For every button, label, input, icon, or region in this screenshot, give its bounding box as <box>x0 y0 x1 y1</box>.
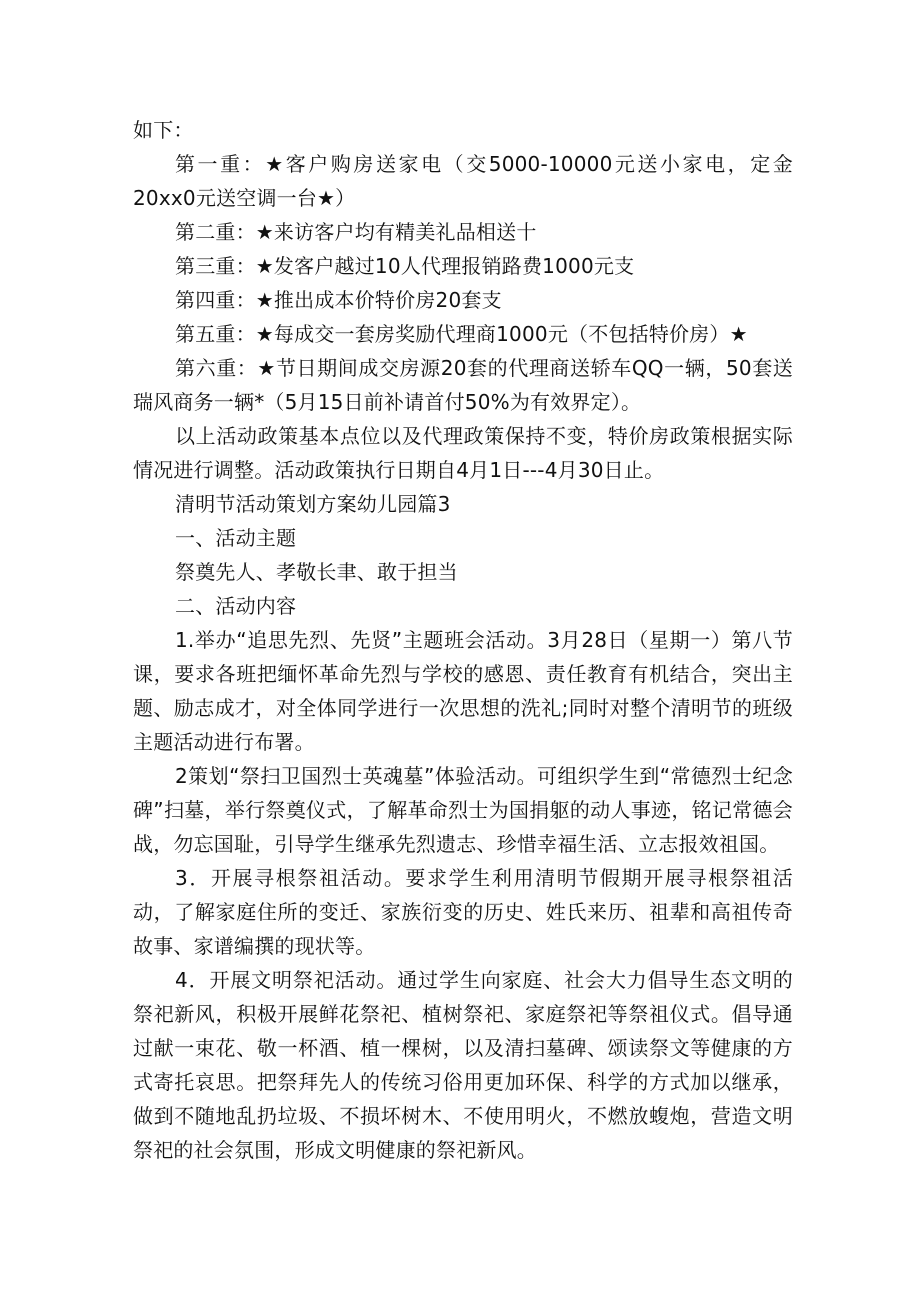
activity-item-1: 1.举办“追思先烈、先贤”主题班会活动。3月28日（星期一）第八节课，要求各班把缅怀革命先烈与学校的感恩、责任教育有机结合，突出主题、励志成才，对全体同学进行一次思想的洗礼;同时对整个清明节的班级主题活动进行布署。 <box>133 628 793 754</box>
promo-tier-3: 第三重：★发客户越过10人代理报销路费1000元支 <box>175 254 635 278</box>
promo-tier-5: 第五重：★每成交一套房奖励代理商1000元（不包括特价房）★ <box>175 322 748 346</box>
activity-item-3: 3．开展寻根祭祖活动。要求学生利用清明节假期开展寻根祭祖活动，了解家庭住所的变迁、家族衍变的历史、姓氏来历、祖辈和高祖传奇故事、家谱编撰的现状等。 <box>133 866 793 958</box>
promo-tier-6: 第六重：★节日期间成交房源20套的代理商送轿车QQ一辆，50套送瑞风商务一辆*（5月15日前补请首付50%为有效界定）。 <box>133 356 793 414</box>
promo-tier-1: 第一重：★客户购房送家电（交5000-10000元送小家电，定金20xx0元送空调一台★） <box>133 152 793 210</box>
section-title: 清明节活动策划方案幼儿园篇3 <box>175 492 451 516</box>
policy-note: 以上活动政策基本点位以及代理政策保持不变，特价房政策根据实际情况进行调整。活动政策执行日期自4月1日---4月30日止。 <box>133 424 793 482</box>
heading-theme: 一、活动主题 <box>175 526 297 550</box>
promo-tier-2: 第二重：★来访客户均有精美礼品相送十 <box>175 220 537 244</box>
theme-text: 祭奠先人、孝敬长聿、敢于担当 <box>175 560 458 584</box>
activity-item-2: 2策划“祭扫卫国烈士英魂墓”体验活动。可组织学生到“常德烈士纪念碑”扫墓，举行祭奠仪式，了解革命烈士为国捐躯的动人事迹，铭记常德会战，勿忘国耻，引导学生继承先烈遗志、珍惜幸福生活、立志报效祖国。 <box>133 764 793 856</box>
document-body <box>133 113 793 1167</box>
activity-item-4: 4．开展文明祭祀活动。通过学生向家庭、社会大力倡导生态文明的祭祀新风，积极开展鲜花祭祀、植树祭祀、家庭祭祀等祭祖仪式。倡导通过献一束花、敬一杯酒、植一棵树，以及清扫墓碑、颂读祭文等健康的方式寄托哀思。把祭拜先人的传统习俗用更加环保、科学的方式加以继承，做到不随地乱扔垃圾、不损坏树木、不使用明火，不燃放蝮炮，营造文明祭祀的社会氛围，形成文明健康的祭祀新风。 <box>133 968 793 1162</box>
intro-line: 如下： <box>133 118 194 142</box>
promo-tier-4: 第四重：★推出成本价特价房20套支 <box>175 288 502 312</box>
heading-content: 二、活动内容 <box>175 594 297 618</box>
